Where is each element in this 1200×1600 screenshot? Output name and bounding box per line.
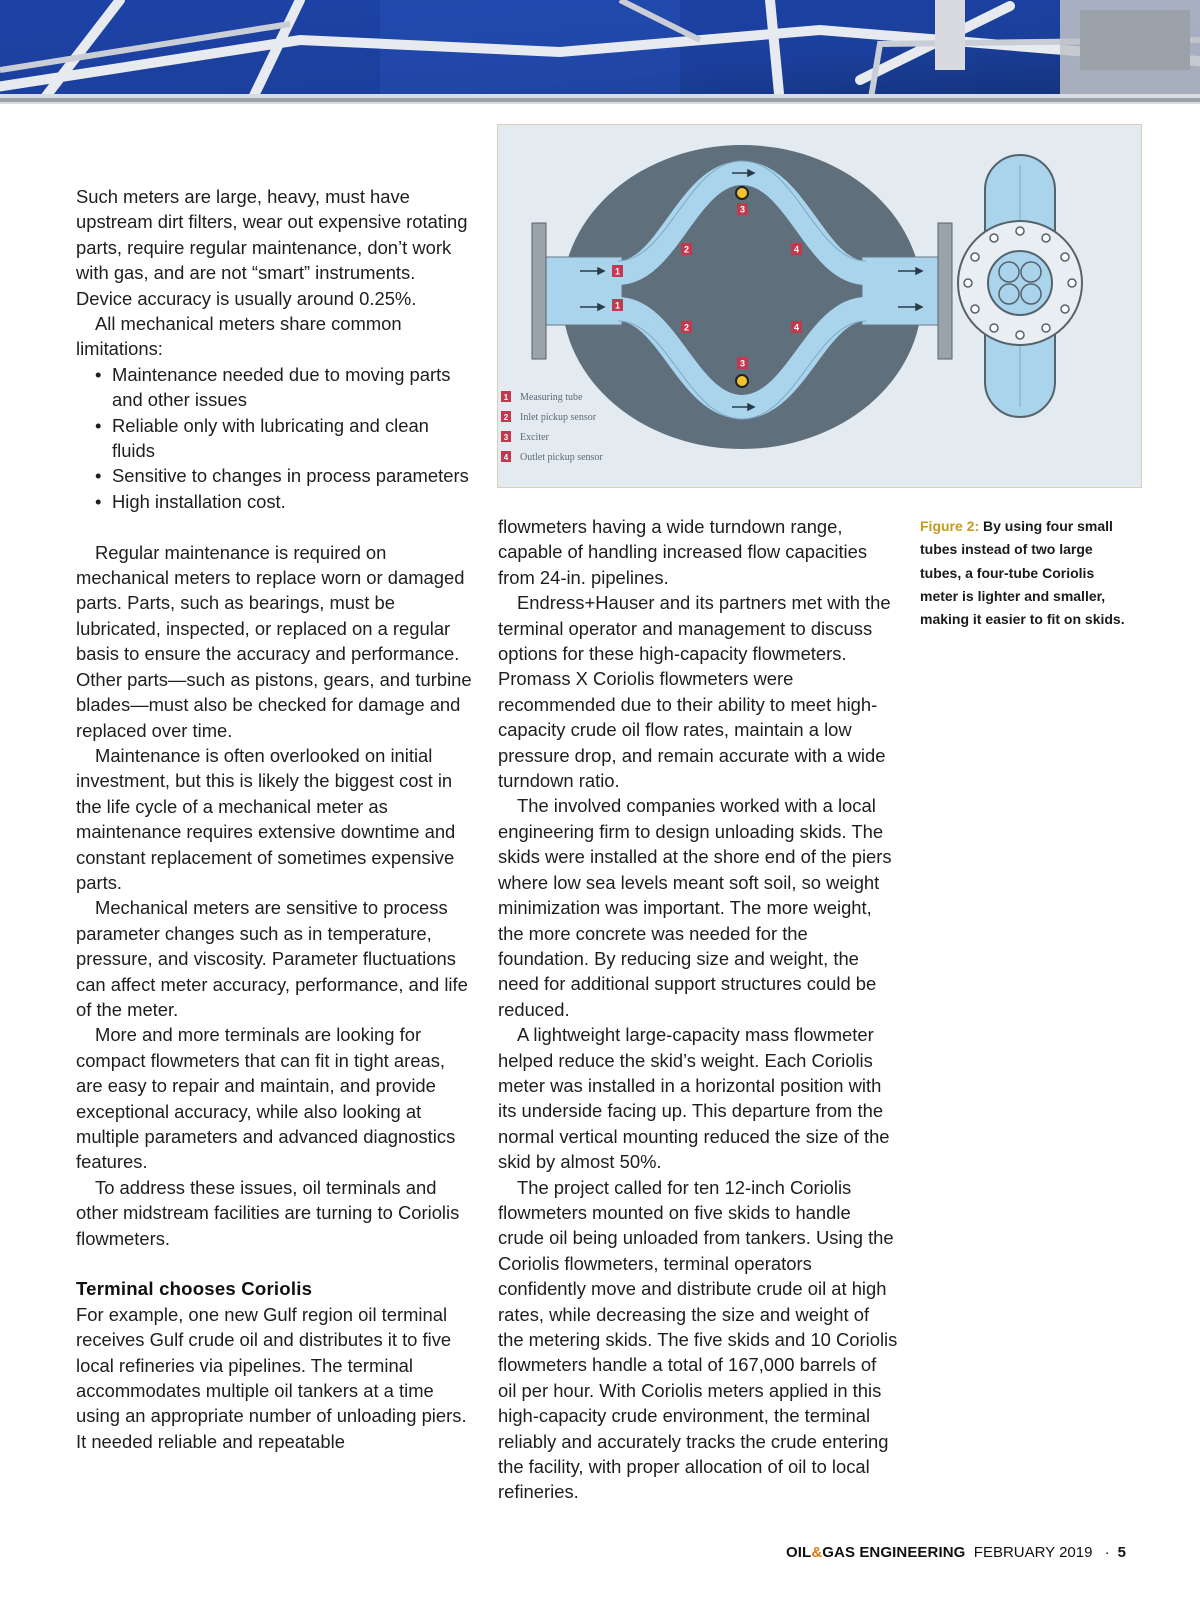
mid-para-5: The project called for ten 12-inch Coriolis flowmeters mounted on five skids to handle crude oil being unloaded from tankers. Using the Coriolis flowmeters, terminal operators confidently move and distribute crude oil at high rates, while decreasing the size and weight of the metering skids. The five skids and 10 Coriolis flowmeters handle a total of 167,000 barrels of oil per hour. With Coriolis meters applied in this high-capacity crude environment, the terminal reliably and accurately tracks the crude entering the facility, with proper allocation of oil to local refineries. bbox=[498, 1176, 898, 1503]
page-number: 5 bbox=[1117, 1544, 1126, 1561]
legend-label-4: Outlet pickup sensor bbox=[520, 452, 603, 463]
list-item: • Reliable only with lubricating and clean fluids bbox=[76, 413, 474, 464]
mid-para-1: flowmeters having a wide turndown range, capable of handling increased flow capacities from 24-in. pipelines. bbox=[498, 516, 868, 588]
footer-separator: · bbox=[1104, 1544, 1110, 1561]
exciter-upper bbox=[736, 187, 748, 199]
issue-date: FEBRUARY 2019 bbox=[973, 1544, 1093, 1561]
marker-4-upper: 4 bbox=[793, 244, 800, 255]
list-item: • Sensitive to changes in process parameters bbox=[76, 463, 474, 488]
marker-3-lower: 3 bbox=[739, 358, 746, 369]
left-para-7: To address these issues, oil terminals and other midstream facilities are turning to Coriolis flowmeters. bbox=[76, 1176, 460, 1249]
inlet-flange bbox=[532, 223, 546, 359]
legend-num-4: 4 bbox=[503, 453, 509, 462]
mid-para-3: The involved companies worked with a local engineering firm to design unloading skids. The skids were installed at the shore end of the piers where low sea levels meant soft soil, so weight minimization was important. The more weight, the more concrete was needed for the foundation. By reducing size and weight, the need for additional support structures could be reduced. bbox=[498, 795, 892, 1020]
middle-column bbox=[498, 514, 898, 1505]
mid-para-4: A lightweight large-capacity mass flowmeter helped reduce the skid’s weight. Each Coriolis meter was installed in a horizontal position with its underside facing up. This departure from the normal vertical mounting reduced the size of the skid by almost 50%. bbox=[498, 1024, 890, 1173]
coriolis-figure bbox=[497, 124, 1142, 488]
marker-2-lower: 2 bbox=[683, 322, 690, 333]
legend-label-1: Measuring tube bbox=[520, 392, 583, 403]
legend-label-2: Inlet pickup sensor bbox=[520, 412, 597, 423]
legend-num-1: 1 bbox=[503, 393, 509, 402]
legend-num-2: 2 bbox=[503, 413, 509, 422]
list-item: • High installation cost. bbox=[76, 489, 474, 514]
section-subhead: Terminal chooses Coriolis bbox=[76, 1278, 313, 1300]
left-para-6: More and more terminals are looking for compact flowmeters that can fit in tight areas, are easy to repair and maintain, and provide exceptional accuracy, while also looking at multiple parameters and advanced diagnostics features. bbox=[76, 1024, 456, 1173]
mid-para-2: Endress+Hauser and its partners met with the terminal operator and management to discuss options for these high-capacity flowmeters. Promass X Coriolis flowmeters were recommended due to their ability to meet high-capacity crude oil flow rates, maintain a low pressure drop, and remain accurate with a wide turndown ratio. bbox=[498, 592, 891, 792]
magazine-name: OIL&GAS ENGINEERING bbox=[786, 1544, 966, 1561]
cross-section-view bbox=[958, 155, 1082, 417]
marker-4-lower: 4 bbox=[793, 322, 800, 333]
marker-3-upper: 3 bbox=[739, 204, 746, 215]
legend-label-3: Exciter bbox=[520, 432, 549, 443]
left-column bbox=[76, 184, 474, 1454]
left-para-3: Regular maintenance is required on mechanical meters to replace worn or damaged parts. Parts, such as bearings, must be lubricated, inspected, or replaced on a regular basis to ensure the accuracy and performance. Other parts—such as pistons, gears, and turbine blades—must also be checked for damage and replaced over time. bbox=[76, 541, 472, 741]
left-para-1: Such meters are large, heavy, must have upstream dirt filters, wear out expensive rotating parts, require regular maintenance, don’t work with gas, and are not “smart” instruments. Device accuracy is usually around 0.25%. bbox=[76, 186, 468, 309]
left-para-2: All mechanical meters share common limitations: bbox=[76, 313, 402, 360]
legend-num-3: 3 bbox=[503, 433, 509, 442]
figure-caption bbox=[920, 515, 1125, 631]
header-photo bbox=[0, 0, 1200, 104]
caption-label: Figure 2: bbox=[920, 518, 980, 534]
marker-2-upper: 2 bbox=[683, 244, 690, 255]
exciter-lower bbox=[736, 375, 748, 387]
marker-1-upper: 1 bbox=[614, 266, 621, 277]
page-footer bbox=[786, 1544, 1126, 1568]
list-item: • Maintenance needed due to moving parts and other issues bbox=[76, 362, 474, 413]
outlet-flange bbox=[938, 223, 952, 359]
figure-legend bbox=[501, 391, 603, 463]
limitations-list bbox=[76, 362, 474, 514]
left-para-4: Maintenance is often overlooked on initial investment, but this is likely the biggest cost in the life cycle of a mechanical meter as maintenance requires extensive downtime and constant replacement of sometimes expensive parts. bbox=[76, 744, 456, 893]
marker-1-lower: 1 bbox=[614, 300, 621, 311]
left-para-5: Mechanical meters are sensitive to process parameter changes such as in temperature, pressure, and viscosity. Parameter fluctuations can affect meter accuracy, performance, and life of the meter. bbox=[76, 897, 468, 1020]
caption-text: By using four small tubes instead of two large tubes, a four-tube Coriolis meter is lighter and smaller, making it easier to fit on skids. bbox=[920, 518, 1125, 628]
left-para-8: For example, one new Gulf region oil terminal receives Gulf crude oil and distributes it to five local refineries via pipelines. The terminal accommodates multiple oil tankers at a time using an appropriate number of unloading piers. It needed reliable and repeatable bbox=[76, 1303, 467, 1452]
